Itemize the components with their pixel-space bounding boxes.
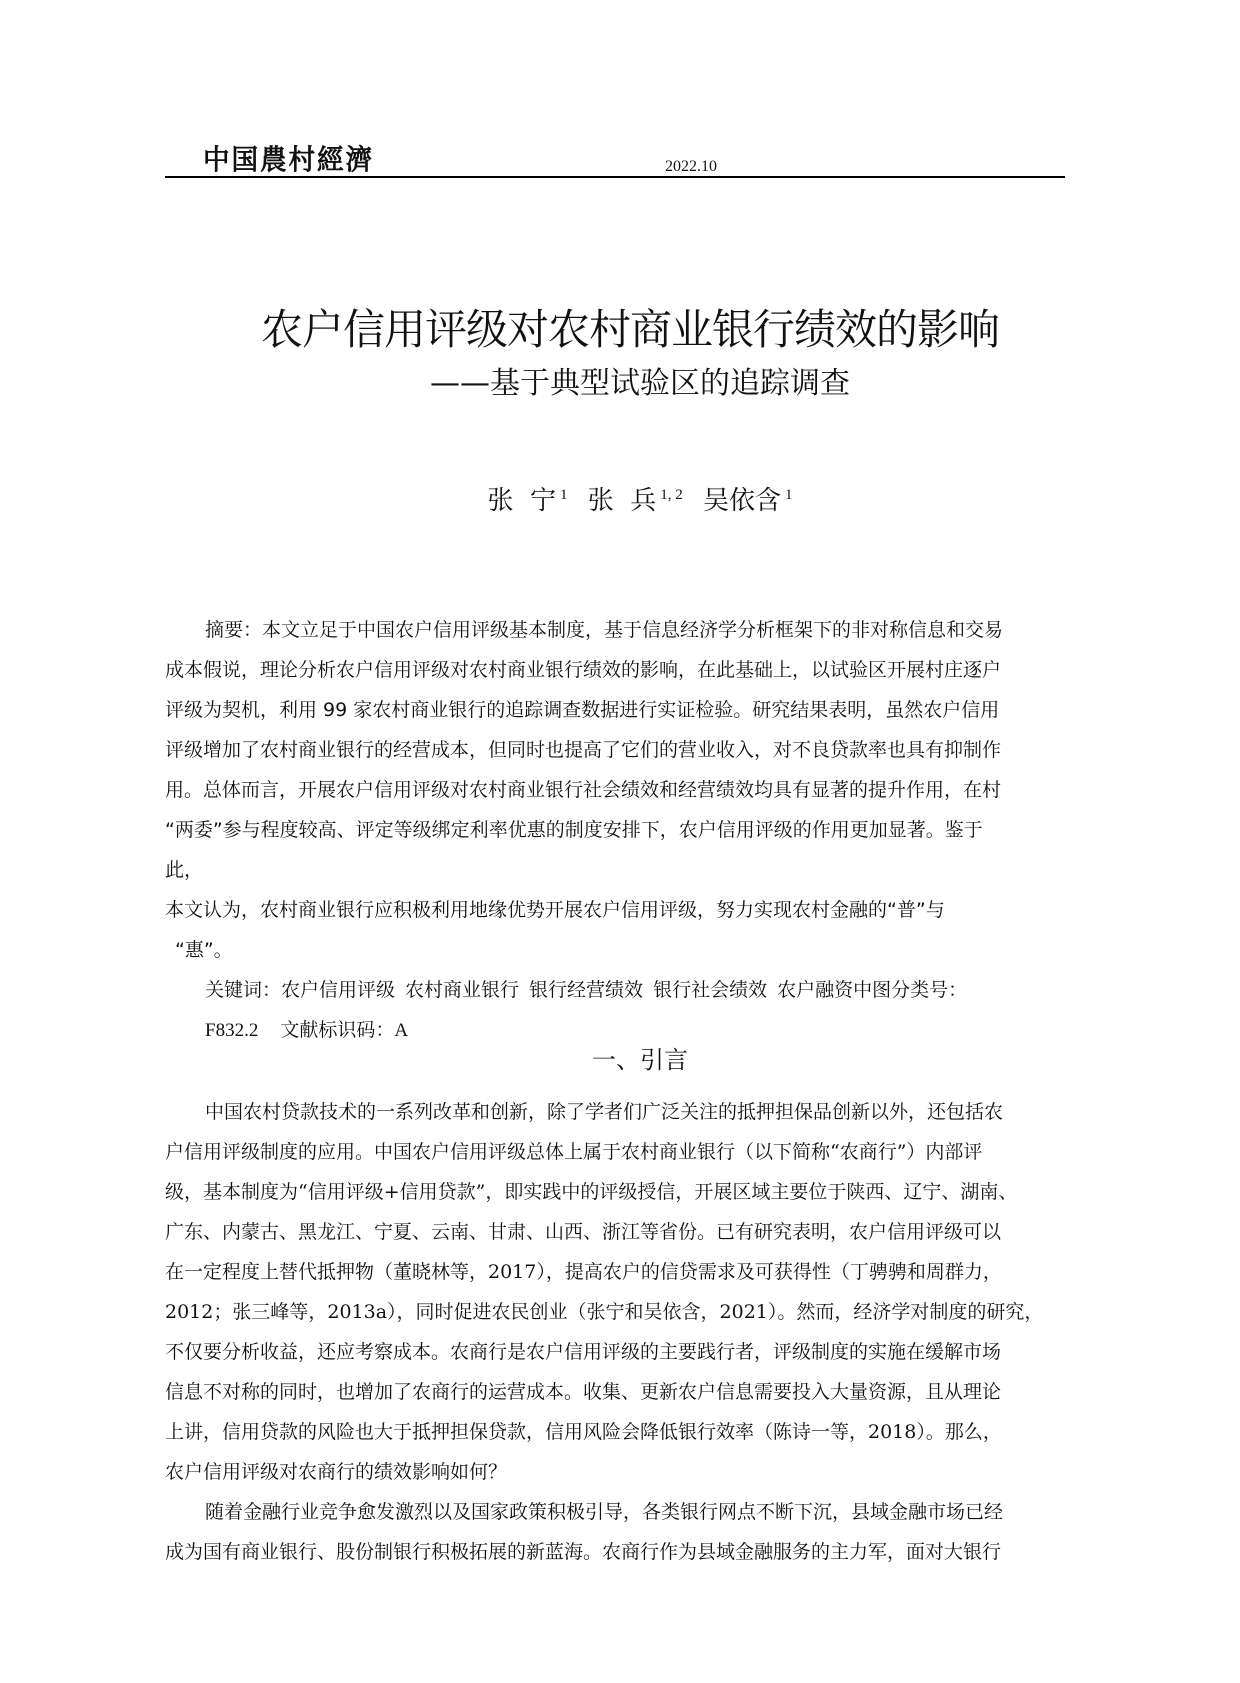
keywords — [165, 970, 1125, 1010]
abstract-line: 用。总体而言，开展农户信用评级对农村商业银行社会绩效和经营绩效均具有显著的提升作用，在村 — [165, 779, 1002, 801]
body-line: 2012；张三峰等，2013a），同时促进农民创业（张宁和吴依含，2021）。然而，经济学对制度的研究， — [165, 1301, 1044, 1323]
abstract-line: 评级增加了农村商业银行的经营成本，但同时也提高了它们的营业收入，对不良贷款率也具有抑制作 — [165, 739, 1002, 761]
author-name: 吴依含 — [703, 486, 782, 516]
abstract-line: 此， — [165, 859, 204, 881]
issue-date: 2022.10 — [665, 158, 717, 175]
author — [588, 486, 683, 516]
author-affiliation: 1 — [559, 487, 568, 503]
author-name: 张 宁 — [487, 486, 556, 516]
body-line: 户信用评级制度的应用。中国农户信用评级总体上属于农村商业银行（以下简称“农商行”）内部评 — [165, 1141, 983, 1163]
doc-code-label: 文献标识码： — [280, 1019, 395, 1041]
title-block — [0, 300, 1240, 406]
keyword: 农户融资 — [777, 979, 854, 1001]
paper-title: 农户信用评级对农村商业银行绩效的影响 — [260, 305, 999, 354]
abstract-line: 评级为契机，利用 99 家农村商业银行的追踪调查数据进行实证检验。研究结果表明，虽然农户信用 — [165, 699, 1000, 721]
clc-label: 中图分类号： — [853, 979, 968, 1001]
author — [487, 486, 567, 516]
running-header — [165, 128, 1065, 178]
abstract-line: 摘要：本文立足于中国农户信用评级基本制度，基于信息经济学分析框架下的非对称信息和交易 — [205, 619, 1004, 641]
abstract — [165, 610, 1125, 1050]
author-list — [0, 480, 1240, 517]
body-line: 级，基本制度为“信用评级+信用贷款”，即实践中的评级授信，开展区域主要位于陕西、辽宁、湖南、 — [165, 1181, 1018, 1203]
author-affiliation: 1 — [785, 487, 793, 503]
body-line: 不仅要分析收益，还应考察成本。农商行是农户信用评级的主要践行者，评级制度的实施在缓解市场 — [165, 1341, 1002, 1363]
journal-logo: 中国農村經濟 — [203, 143, 375, 176]
keyword: 银行经营绩效 — [529, 979, 644, 1001]
author-affiliation: 1, 2 — [660, 487, 683, 503]
author-name: 张 兵 — [587, 486, 657, 516]
body-line: 信息不对称的同时，也增加了农商行的运营成本。收集、更新农户信息需要投入大量资源，且从理论 — [165, 1381, 1002, 1403]
header-divider — [165, 176, 1065, 178]
body-line: 上讲，信用贷款的风险也大于抵押担保贷款，信用风险会降低银行效率（陈诗一等，2018）。那么， — [165, 1421, 1002, 1443]
body-line: 广东、内蒙古、黑龙江、宁夏、云南、甘肃、山西、浙江等省份。已有研究表明，农户信用评级可以 — [165, 1221, 1002, 1243]
section-heading: 一、引言 — [592, 1046, 688, 1074]
body-line: 农户信用评级对农商行的绩效影响如何？ — [165, 1461, 508, 1483]
body-line: 在一定程度上替代抵押物（董晓林等，2017），提高农户的信贷需求及可获得性（丁骋骋和周群力， — [165, 1261, 1002, 1283]
keyword: 银行社会绩效 — [653, 979, 768, 1001]
keywords-label: 关键词： — [205, 979, 282, 1001]
abstract-line: 本文认为，农村商业银行应积极利用地缘优势开展农户信用评级，努力实现农村金融的“普”与 — [165, 899, 945, 921]
doc-code: A — [394, 1020, 409, 1041]
body-line: 随着金融行业竞争愈发激烈以及国家政策积极引导，各类银行网点不断下沉，县域金融市场已经 — [205, 1501, 1004, 1523]
body-line: 中国农村贷款技术的一系列改革和创新，除了学者们广泛关注的抵押担保品创新以外，还包括农 — [205, 1101, 1004, 1123]
paper-subtitle: ——基于典型试验区的追踪调查 — [430, 366, 850, 401]
clc-code: F832.2 — [205, 1020, 259, 1041]
body-text — [165, 1092, 1125, 1572]
body-line: 成为国有商业银行、股份制银行积极拓展的新蓝海。农商行作为县域金融服务的主力军，面对大银行 — [165, 1541, 1002, 1563]
abstract-line: 成本假说，理论分析农户信用评级对农村商业银行绩效的影响，在此基础上，以试验区开展村庄逐户 — [165, 659, 1002, 681]
author — [703, 486, 793, 516]
abstract-line: “两委”参与程度较高、评定等级绑定利率优惠的制度安排下，农户信用评级的作用更加显著。鉴于 — [165, 819, 983, 841]
keyword: 农村商业银行 — [405, 979, 520, 1001]
abstract-line: “惠”。 — [175, 939, 233, 961]
keyword: 农户信用评级 — [281, 979, 396, 1001]
